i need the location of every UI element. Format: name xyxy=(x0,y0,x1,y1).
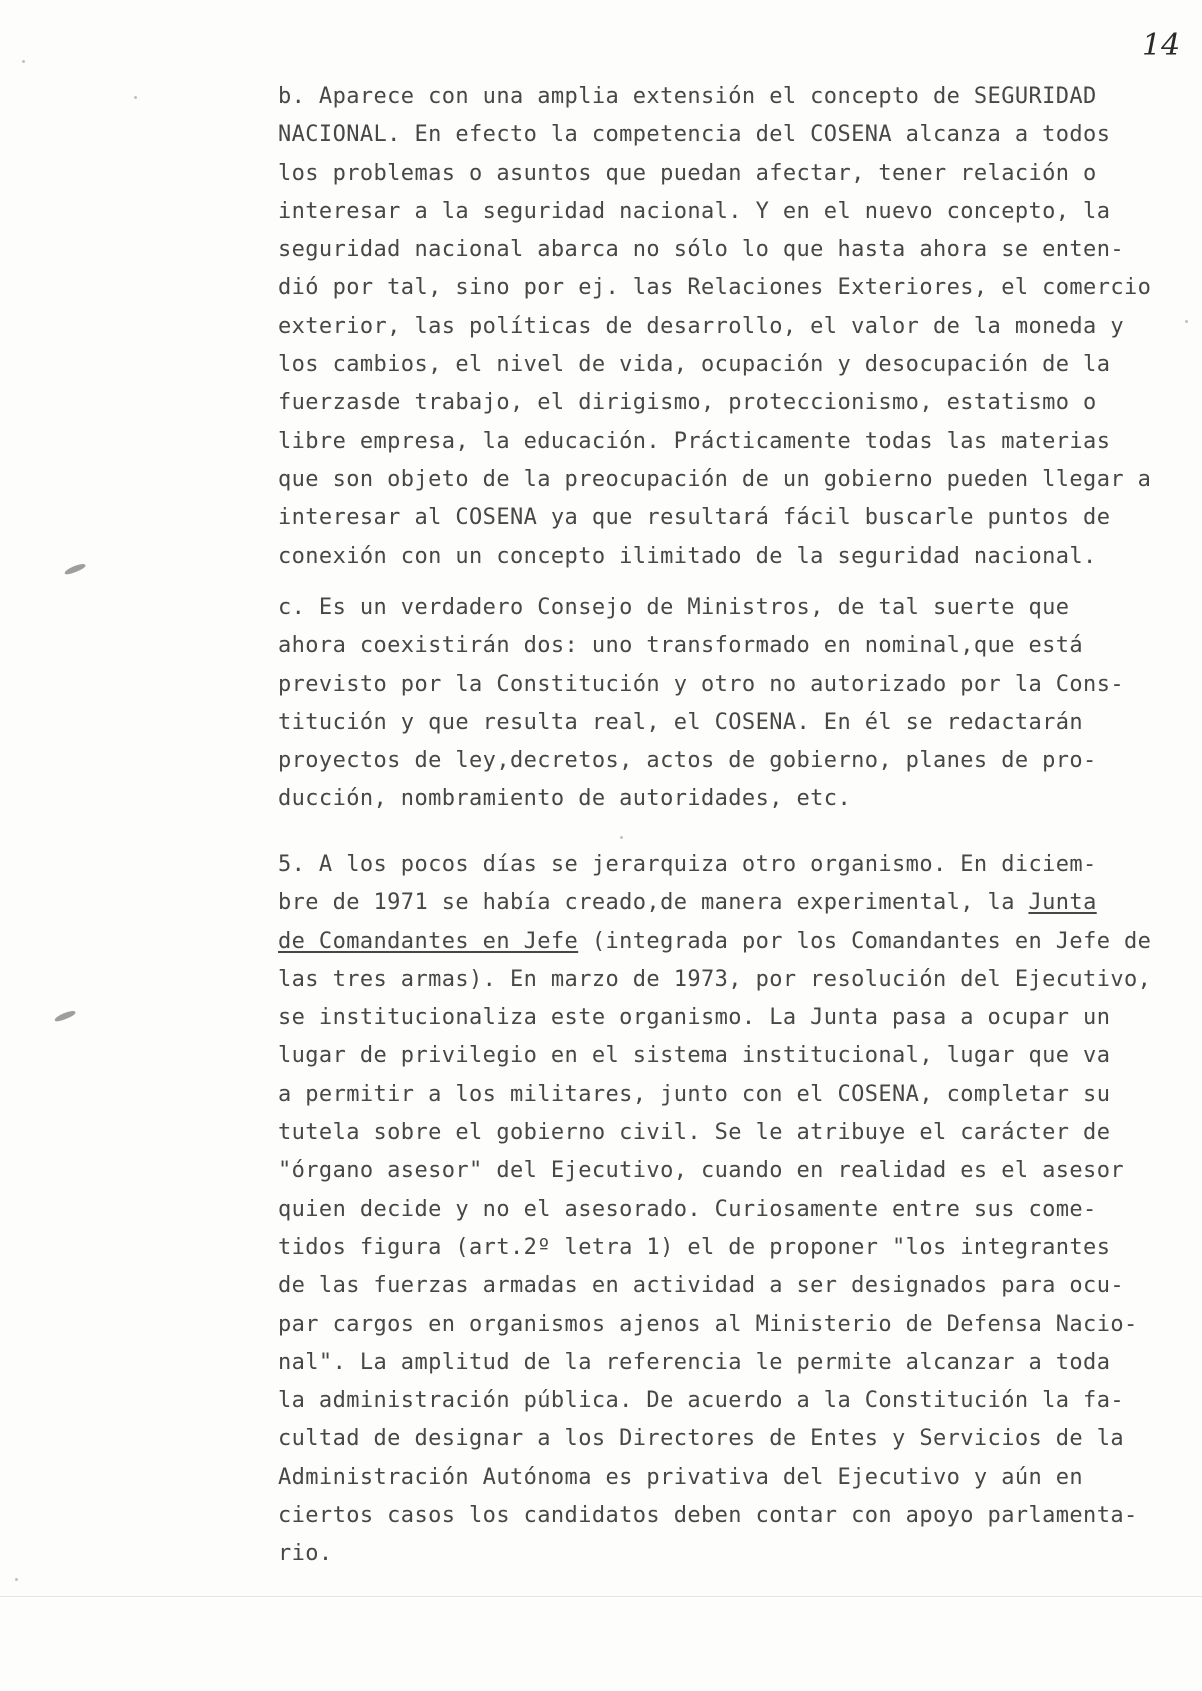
scan-speck xyxy=(22,60,25,63)
punch-mark xyxy=(64,562,87,576)
text-line: titución y que resulta real, el COSENA. En él se redactarán xyxy=(278,709,1084,735)
text-line: dió por tal, sino por ej. las Relaciones Exteriores, el comercio xyxy=(278,275,1152,301)
text-line: libre empresa, la educación. Prácticamente todas las materias xyxy=(278,428,1111,454)
paragraph-5 xyxy=(278,846,1178,1574)
text-line: NACIONAL. En efecto la competencia del COSENA alcanza a todos xyxy=(278,122,1111,148)
paragraph-b xyxy=(278,78,1178,576)
text-line: exterior, las políticas de desarrollo, el valor de la moneda y xyxy=(278,313,1124,339)
underlined-term: de Comandantes en Jefe xyxy=(278,928,579,954)
text-line: cultad de designar a los Directores de Entes y Servicios de la xyxy=(278,1426,1124,1452)
text-line: conexión con un concepto ilimitado de la seguridad nacional. xyxy=(278,543,1097,569)
text-line: b. Aparece con una amplia extensión el concepto de SEGURIDAD xyxy=(278,84,1097,109)
text-line: rio. xyxy=(278,1541,333,1567)
text-line: "órgano asesor" del Ejecutivo, cuando en realidad es el asesor xyxy=(278,1158,1124,1184)
text-line: proyectos de ley,decretos, actos de gobierno, planes de pro- xyxy=(278,748,1097,774)
text-line: interesar al COSENA ya que resultará fácil buscarle puntos de xyxy=(278,505,1111,531)
text-line xyxy=(278,884,1178,922)
text-line: se institucionaliza este organismo. La Junta pasa a ocupar un xyxy=(278,1005,1111,1031)
underlined-term: Junta xyxy=(1028,890,1097,916)
text-line xyxy=(278,923,1178,961)
punch-mark xyxy=(54,1009,77,1023)
text-segment: (integrada por los Comandantes en Jefe de xyxy=(578,928,1152,954)
text-line: nal". La amplitud de la referencia le permite alcanzar a toda xyxy=(278,1349,1111,1375)
text-line: a permitir a los militares, junto con el COSENA, completar su xyxy=(278,1081,1111,1107)
text-line: que son objeto de la preocupación de un gobierno pueden llegar a xyxy=(278,466,1152,492)
text-line: ducción, nombramiento de autoridades, etc. xyxy=(278,786,852,812)
scan-speck xyxy=(620,836,623,839)
text-line: par cargos en organismos ajenos al Ministerio de Defensa Nacio- xyxy=(278,1311,1138,1337)
text-line: c. Es un verdadero Consejo de Ministros, de tal suerte que xyxy=(278,595,1070,620)
text-line: los problemas o asuntos que puedan afectar, tener relación o xyxy=(278,160,1097,186)
text-line: los cambios, el nivel de vida, ocupación y desocupación de la xyxy=(278,352,1111,378)
text-line: ahora coexistirán dos: uno transformado en nominal,que está xyxy=(278,633,1084,659)
text-line: interesar a la seguridad nacional. Y en el nuevo concepto, la xyxy=(278,198,1111,224)
scan-speck xyxy=(134,96,137,99)
scan-edge-line xyxy=(0,1596,1202,1597)
text-line: Administración Autónoma es privativa del Ejecutivo y aún en xyxy=(278,1464,1084,1490)
text-line: quien decide y no el asesorado. Curiosamente entre sus come- xyxy=(278,1196,1097,1222)
text-line: tidos figura (art.2º letra 1) el de proponer "los integrantes xyxy=(278,1234,1111,1260)
text-line: las tres armas). En marzo de 1973, por resolución del Ejecutivo, xyxy=(278,966,1152,992)
text-line: de las fuerzas armadas en actividad a ser designados para ocu- xyxy=(278,1273,1124,1299)
text-line: ciertos casos los candidatos deben contar con apoyo parlamenta- xyxy=(278,1503,1138,1529)
text-line: lugar de privilegio en el sistema institucional, lugar que va xyxy=(278,1043,1111,1069)
text-line: previsto por la Constitución y otro no autorizado por la Cons- xyxy=(278,671,1124,697)
page-number: 14 xyxy=(1142,28,1181,63)
text-line: fuerzasde trabajo, el dirigismo, proteccionismo, estatismo o xyxy=(278,390,1097,416)
text-line: tutela sobre el gobierno civil. Se le atribuye el carácter de xyxy=(278,1120,1111,1146)
text-line: 5. A los pocos días se jerarquiza otro organismo. En diciem- xyxy=(278,852,1097,877)
scan-speck xyxy=(15,1578,18,1581)
text-segment: bre de 1971 se había creado,de manera experimental, la xyxy=(278,890,1029,916)
text-line: seguridad nacional abarca no sólo lo que hasta ahora se enten- xyxy=(278,237,1124,263)
paragraph-c xyxy=(278,589,1178,819)
scan-speck xyxy=(1185,320,1188,323)
text-line: la administración pública. De acuerdo a la Constitución la fa- xyxy=(278,1388,1124,1414)
